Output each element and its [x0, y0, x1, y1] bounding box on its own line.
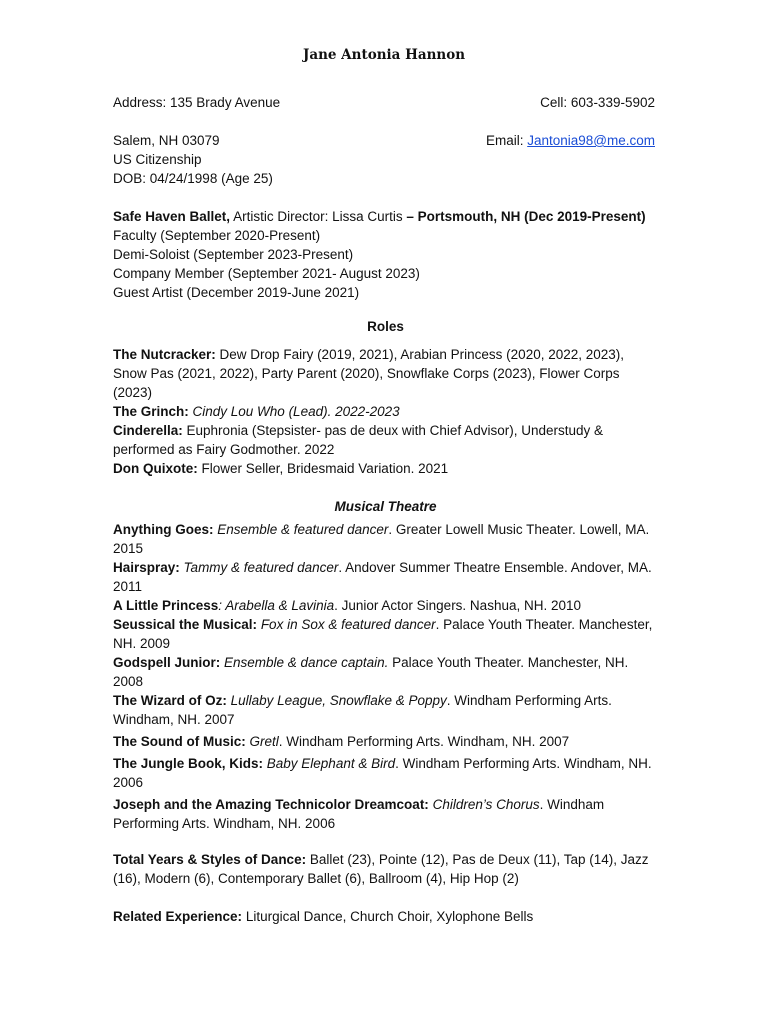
show-title: The Wizard of Oz: [113, 693, 227, 708]
theatre-item [113, 795, 658, 833]
address-line: Address: 135 Brady Avenue [113, 95, 281, 110]
position-item: Guest Artist (December 2019-June 2021) [113, 285, 360, 300]
show-title: Anything Goes: [113, 522, 214, 537]
show-detail: . Windham Performing Arts. Windham, NH. 2006 [113, 756, 652, 790]
show-role: Fox in Sox & featured dancer [257, 617, 436, 632]
role-detail: 2022-2023 [331, 404, 400, 419]
theatre-item [113, 520, 658, 558]
role-detail: Dew Drop Fairy (2019, 2021), Arabian Princess (2020, 2022, 2023), Snow Pas (2021, 2022), Party Parent (2020), Snowflake Corps (2023), Flower Corps (2023) [113, 347, 625, 400]
show-role: Children’s Chorus [428, 797, 540, 812]
theatre-item [113, 558, 658, 596]
show-role: : Arabella & Lavinia [218, 598, 335, 613]
email-label: Email: [485, 133, 528, 148]
company-section [113, 207, 658, 302]
role-detail: Euphronia (Stepsister- pas de deux with Chief Advisor), Understudy & performed as Fairy Godmother. 2022 [113, 423, 603, 457]
show-title: Godspell Junior: [113, 655, 221, 670]
show-title: Hairspray: [113, 560, 180, 575]
email-line [486, 131, 655, 150]
dance-line [113, 850, 658, 888]
position-item: Company Member (September 2021- August 2023) [113, 266, 420, 281]
roles-heading: Roles [367, 319, 404, 334]
role-item [113, 459, 658, 478]
related-label: Related Experience: [113, 909, 243, 924]
dob-line: DOB: 04/24/1998 (Age 25) [113, 171, 273, 186]
show-detail: . Windham Performing Arts. Windham, NH. 2007 [113, 693, 612, 727]
resume-name: Jane Antonia Hannon [302, 47, 466, 63]
show-role: Ensemble & dance captain. [220, 655, 389, 670]
show-role: Ensemble & featured dancer [213, 522, 389, 537]
show-detail: . Greater Lowell Music Theater. Lowell, MA. 2015 [113, 522, 650, 556]
city-line: Salem, NH 03079 [113, 133, 220, 148]
show-title: A Little Princess [113, 598, 219, 613]
roles-list [113, 345, 658, 478]
theatre-list [113, 520, 658, 833]
show-detail: . Andover Summer Theatre Ensemble. Andover, MA. 2011 [113, 560, 652, 594]
show-role: Tammy & featured dancer [179, 560, 339, 575]
show-detail: . Windham Performing Arts. Windham, NH. 2007 [278, 734, 570, 749]
email-link[interactable]: Jantonia98@me.com [527, 133, 655, 148]
role-detail: Flower Seller, Bridesmaid Variation. 2021 [197, 461, 449, 476]
theatre-item [113, 596, 658, 615]
role-item [113, 421, 658, 459]
position-item: Demi-Soloist (September 2023-Present) [113, 247, 354, 262]
related-line [113, 907, 658, 926]
show-title: Seussical the Musical: [113, 617, 258, 632]
theatre-item [113, 732, 658, 751]
related-value: Liturgical Dance, Church Choir, Xylophone Bells [242, 909, 534, 924]
show-role: Baby Elephant & Bird [263, 756, 396, 771]
cell-line: Cell: 603-339-5902 [540, 95, 655, 110]
citizenship-line: US Citizenship [113, 152, 202, 167]
role-title: The Nutcracker: [113, 347, 216, 362]
role-item [113, 345, 658, 402]
position-item: Faculty (September 2020-Present) [113, 228, 321, 243]
dance-value: Ballet (23), Pointe (12), Pas de Deux (11), Tap (14), Jazz (16), Modern (6), Contemporary Ballet (6), Ballroom (4), Hip Hop (2) [113, 852, 649, 886]
role-title: Cinderella: [113, 423, 183, 438]
theatre-item [113, 754, 658, 792]
role-item [113, 402, 658, 421]
theatre-item [113, 691, 658, 729]
show-detail: . Junior Actor Singers. Nashua, NH. 2010 [334, 598, 582, 613]
role-title: The Grinch: [113, 404, 189, 419]
show-detail: Palace Youth Theater. Manchester, NH. 2008 [113, 655, 629, 689]
show-detail: . Windham Performing Arts. Windham, NH. 2006 [113, 797, 605, 831]
theatre-item [113, 615, 658, 653]
company-director: Artistic Director: Lissa Curtis [230, 209, 407, 224]
theatre-heading [113, 497, 658, 516]
company-location: – Portsmouth, NH (Dec 2019-Present) [406, 209, 646, 224]
role-title: Don Quixote: [113, 461, 198, 476]
company-name: Safe Haven Ballet, [113, 209, 231, 224]
dance-section [113, 850, 658, 888]
theatre-item [113, 653, 658, 691]
show-title: Joseph and the Amazing Technicolor Dreamcoat: [113, 797, 429, 812]
show-title: The Sound of Music: [113, 734, 246, 749]
show-role: Lullaby League, Snowflake & Poppy [226, 693, 447, 708]
related-section [113, 907, 658, 926]
show-title: The Jungle Book, Kids: [113, 756, 264, 771]
show-detail: . Palace Youth Theater. Manchester, NH. 2009 [113, 617, 653, 651]
company-header [113, 207, 658, 226]
role-part: Cindy Lou Who (Lead). [188, 404, 332, 419]
dance-label: Total Years & Styles of Dance: [113, 852, 307, 867]
theatre-heading-text: Musical Theatre [334, 499, 437, 514]
show-role: Gretl [245, 734, 279, 749]
